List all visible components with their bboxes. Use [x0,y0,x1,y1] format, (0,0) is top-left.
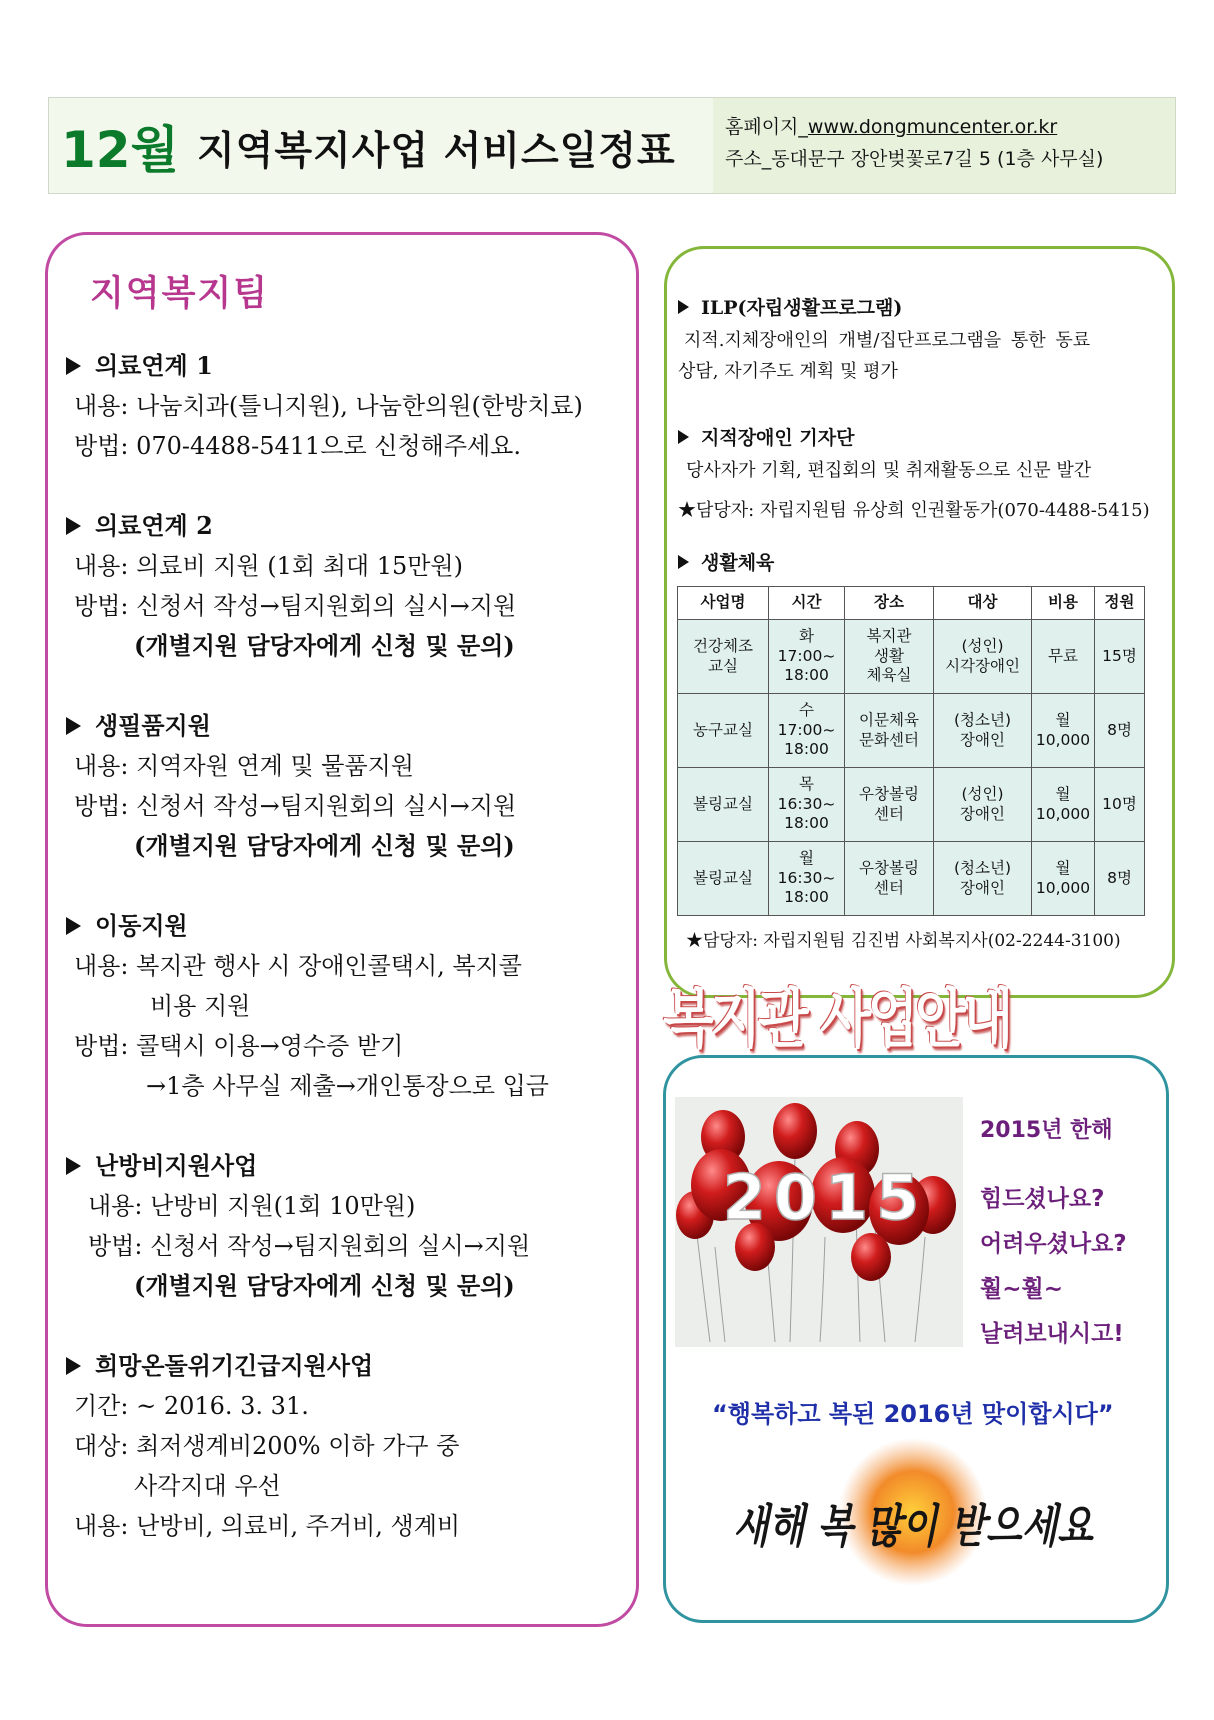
table-cell: (청소년) 장애인 [934,694,1032,768]
table-header-row [678,587,1145,620]
table-cell: 무료 [1032,620,1095,694]
sports-schedule-table [677,586,1145,916]
column-header: 사업명 [678,587,769,620]
section-line: (개별지원 담당자에게 신청 및 문의) [134,1271,515,1300]
header-info-area [713,98,1175,193]
calligraphy-image [718,1450,1108,1600]
month-label: 12월 [61,121,179,179]
ilp-description: 지적.지체장애인의 개별/집단프로그램을 통한 동료 [684,330,1091,351]
triangle-bullet-icon [66,1157,81,1175]
message-line: 훨~훨~ [980,1276,1063,1302]
table-body [678,620,1145,916]
section-line: (개별지원 담당자에게 신청 및 문의) [134,631,515,660]
page-title: 지역복지사업 서비스일정표 [197,129,676,174]
table-cell: 우창볼링 센터 [845,768,934,842]
table-cell: 월 16:30~ 18:00 [769,842,845,916]
triangle-bullet-icon [66,717,81,735]
section-line: 사각지대 우선 [134,1472,281,1500]
balloon [773,1103,817,1159]
table-cell: 15명 [1095,620,1145,694]
triangle-bullet-icon [66,1357,81,1375]
table-cell: 수 17:00~ 18:00 [769,694,845,768]
page-header [48,97,1176,194]
section-line: 내용: 나눔치과(틀니지원), 나눔한의원(한방치료) [74,392,583,420]
section-title-mobility: 이동지원 [66,906,188,941]
header-title-area [49,98,713,193]
section-line: 방법: 콜택시 이용→영수증 받기 [74,1032,404,1060]
homepage-link[interactable]: www.dongmuncenter.or.kr [807,116,1058,138]
table-cell: 농구교실 [678,694,769,768]
closing-message: “행복하고 복된 2016년 맞이합시다” [712,1400,1114,1428]
balloon-year-text: 2015 [722,1161,928,1234]
table-row [678,620,1145,694]
team-title: 지역복지팀 [90,274,270,314]
table-cell: 8명 [1095,842,1145,916]
table-cell: 월 10,000 [1032,768,1095,842]
section-line: →1층 사무실 제출→개인통장으로 입금 [146,1072,549,1100]
table-cell: 이문체육 문화센터 [845,694,934,768]
table-cell: 화 17:00~ 18:00 [769,620,845,694]
table-cell: 우창볼링 센터 [845,842,934,916]
section-title-medical-1: 의료연계 1 [66,346,213,381]
triangle-bullet-icon [66,517,81,535]
section-line: 비용 지원 [150,992,251,1020]
section-line: 방법: 신청서 작성→팀지원회의 실시→지원 [74,792,517,820]
section-line: 내용: 난방비 지원(1회 10만원) [88,1192,416,1220]
section-line: 내용: 난방비, 의료비, 주거비, 생계비 [74,1512,461,1540]
section-line: 방법: 070-4488-5411으로 신청해주세요. [74,432,521,460]
table-cell: 월 10,000 [1032,842,1095,916]
sports-contact: ★담당자: 자립지원팀 김진범 사회복지사(02-2244-3100) [686,931,1121,951]
ilp-description-2: 상담, 자기주도 계획 및 평가 [678,361,898,382]
sports-title: 생활체육 [678,548,774,575]
triangle-bullet-icon [678,300,689,314]
section-title-necessities: 생필품지원 [66,706,211,741]
section-line: 기간: ~ 2016. 3. 31. [74,1392,309,1420]
table-row [678,768,1145,842]
section-title-emergency: 희망온돌위기긴급지원사업 [66,1346,373,1381]
table-cell: 목 16:30~ 18:00 [769,768,845,842]
triangle-bullet-icon [66,357,81,375]
message-line: 어려우셨나요? [980,1231,1127,1257]
homepage-line [725,112,1057,139]
column-header: 비용 [1032,587,1095,620]
column-header: 대상 [934,587,1032,620]
table-cell: 월 10,000 [1032,694,1095,768]
table-cell: 10명 [1095,768,1145,842]
address-line: 주소_동대문구 장안벚꽃로7길 5 (1층 사무실) [725,148,1104,170]
press-team-title: 지적장애인 기자단 [678,423,854,450]
ilp-title: ILP(자립생활프로그램) [678,293,902,320]
press-team-description: 당사자가 기획, 편집회의 및 취재활동으로 신문 발간 [686,460,1092,481]
table-cell: 복지관 생활 체육실 [845,620,934,694]
table-cell: 8명 [1095,694,1145,768]
homepage-label: 홈페이지_ [725,116,808,138]
table-cell: 볼링교실 [678,842,769,916]
business-guide-banner: 복지관 사업안내 [663,983,1010,1057]
new-year-calligraphy [718,1450,1108,1600]
section-title-heating: 난방비지원사업 [66,1146,257,1181]
table-cell: (성인) 시각장애인 [934,620,1032,694]
section-line: 내용: 지역자원 연계 및 물품지원 [74,752,414,780]
table-cell: (청소년) 장애인 [934,842,1032,916]
press-team-contact: ★담당자: 자립지원팀 유상희 인권활동가(070-4488-5415) [678,500,1150,521]
message-line: 날려보내시고! [980,1321,1124,1347]
balloons-image [675,1097,963,1347]
table-cell: (성인) 장애인 [934,768,1032,842]
table-cell: 볼링교실 [678,768,769,842]
triangle-bullet-icon [678,555,689,569]
message-line: 힘드셨나요? [980,1186,1105,1212]
section-title-medical-2: 의료연계 2 [66,506,213,541]
calligraphy-text: 새해 복 많이 받으세요 [733,1499,1095,1553]
section-line: 방법: 신청서 작성→팀지원회의 실시→지원 [88,1232,531,1260]
column-header: 시간 [769,587,845,620]
table-row [678,694,1145,768]
section-line: 대상: 최저생계비200% 이하 가구 중 [74,1432,460,1460]
balloons-illustration [675,1097,963,1347]
section-line: (개별지원 담당자에게 신청 및 문의) [134,831,515,860]
section-line: 내용: 복지관 행사 시 장애인콜택시, 복지콜 [74,952,522,980]
table-row [678,842,1145,916]
column-header: 정원 [1095,587,1145,620]
triangle-bullet-icon [678,430,689,444]
column-header: 장소 [845,587,934,620]
section-line: 방법: 신청서 작성→팀지원회의 실시→지원 [74,592,517,620]
message-line: 2015년 한해 [980,1118,1113,1143]
balloon [851,1233,891,1281]
table-cell: 건강체조 교실 [678,620,769,694]
triangle-bullet-icon [66,917,81,935]
section-line: 내용: 의료비 지원 (1회 최대 15만원) [74,552,463,580]
